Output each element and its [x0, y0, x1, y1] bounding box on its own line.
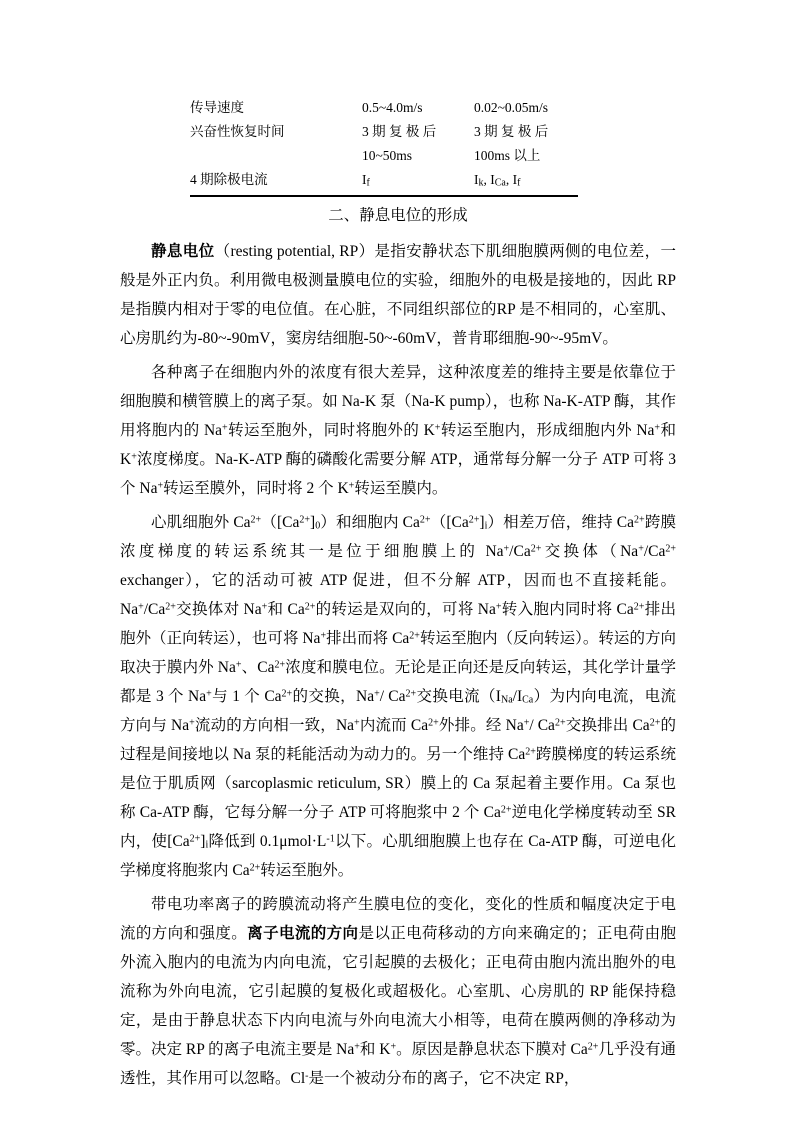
table-cell-value: 3 期 复 极 后	[362, 124, 437, 139]
table-cell-value: 3 期 复 极 后	[474, 124, 549, 139]
paragraph-ion-current-direction: 带电功率离子的跨膜流动将产生膜电位的变化，变化的性质和幅度决定于电流的方向和强度。离子电流的方向是以正电荷移动的方向来确定的；正电荷由胞外流入胞内的电流为内向电流，它引起膜的去极化；正电荷由胞内流出胞外的电流称为外向电流，它引起膜的复极化或超极化。心室肌、心房肌的 RP 能保持稳定，是由于静息状态下内向电流与外向电流大小相等，电荷在膜两侧的净移动为零。决定 RP 的离子电流主要是 Na+和 K+。原因是静息状态下膜对 $Ca^{2+}$几乎没有通透性，其作用可以忽略。Cl-是一个被动分布的离子，它不决定 RP，	[120, 896, 676, 1087]
table-row	[190, 120, 578, 144]
paragraph-calcium-transport: 心肌细胞外 $Ca^{2+}([Ca^{2+}]_0)$和细胞内 $Ca^{2+}([Ca^{2+}]_i)$相差万倍，维持 $Ca^{2+}$跨膜浓度梯度的转运系统其一是位于细胞膜上的 $Na^+/Ca^{2+}$交换体（$Na^+/Ca^{2+}$ exchanger），它的活动可被 ATP 促进，但不分解 ATP，因而也不直接耗能。$Na^+/Ca^{2+}$交换体对 Na+和 $Ca^{2+}$的转运是双向的，可将 Na+转入胞内同时将 $Ca^{2+}$排出胞外（正向转运），也可将 Na+排出而将 $Ca^{2+}$转运至胞内（反向转运）。转运的方向取决于膜内外 Na+、$Ca^{2+}$浓度和膜电位。无论是正向还是反向转运，其化学计量学都是 3 个 Na+与 1 个 $Ca^{2+}$的交换，Na+/ $Ca^{2+}$交换电流$(I_{Na}/I_{Ca})$为内向电流，电流方向与 Na+流动的方向相一致，Na+内流而 $Ca^{2+}$外排。经 Na+/ $Ca^{2+}$交换排出 $Ca^{2+}$的过程是间接地以 Na 泵的耗能活动为动力的。另一个维持 $Ca^{2+}$跨膜梯度的转运系统是位于肌质网（sarcoplasmic reticulum, SR）膜上的 Ca 泵起着主要作用。Ca 泵也称 Ca-ATP 酶，它每分解一分子 ATP 可将胞浆中 2 个 $Ca^{2+}$逆电化学梯度转动至 SR 内，使$[Ca^{2+}]_i$降低到 $0.1\mu mol\cdot L^{-1}$以下。心肌细胞膜上也存在 Ca-ATP 酶，可逆电化学梯度将胞浆内 $Ca^{2+}$转运至胞外。	[120, 514, 677, 879]
table-cell-value: $I_k$, $I_{Ca}$, $I_f$	[474, 172, 521, 189]
table-row	[190, 96, 578, 120]
table-cell-label: 传导速度	[190, 100, 244, 115]
table-cell-label: 4 期除极电流	[190, 172, 268, 187]
paragraph-resting-potential: 静息电位（resting potential, RP）是指安静状态下肌细胞膜两侧的电位差，一般是外正内负。利用微电极测量膜电位的实验，细胞外的电极是接地的，因此 RP 是指膜内相对于零的电位值。在心脏，不同组织部位的RP 是不相同的，心室肌、心房肌约为-80~-90mV，窦房结细胞-50~-60mV，普肯耶细胞-90~-95mV。	[120, 243, 676, 347]
table-cell-label	[190, 144, 362, 168]
table-row	[190, 168, 578, 192]
table-cell-label: 兴奋性恢复时间	[190, 124, 285, 139]
property-table	[190, 96, 578, 197]
table-cell-value: 10~50ms	[362, 148, 413, 163]
table-row	[190, 144, 578, 168]
paragraph-ion-pumps: 各种离子在细胞内外的浓度有很大差异，这种浓度差的维持主要是依靠位于细胞膜和横管膜上的离子泵。如 Na-K 泵（Na-K pump），也称 Na-K-ATP 酶，其作用将胞内的 Na+转运至胞外，同时将胞外的 K+转运至胞内，形成细胞内外 Na+和 K+浓度梯度。Na-K-ATP 酶的磷酸化需要分解 ATP，通常每分解一分子 ATP 可将 3 个 Na+转运至膜外，同时将 2 个 K+转运至膜内。	[120, 364, 676, 497]
section-heading: 二、静息电位的形成	[328, 207, 468, 224]
table-cell-value: 0.5~4.0m/s	[362, 100, 423, 115]
table-cell-value: $I_f$	[362, 172, 370, 189]
table-cell-value: 0.02~0.05m/s	[474, 100, 549, 115]
table-cell-value: 100ms 以上	[474, 148, 541, 163]
